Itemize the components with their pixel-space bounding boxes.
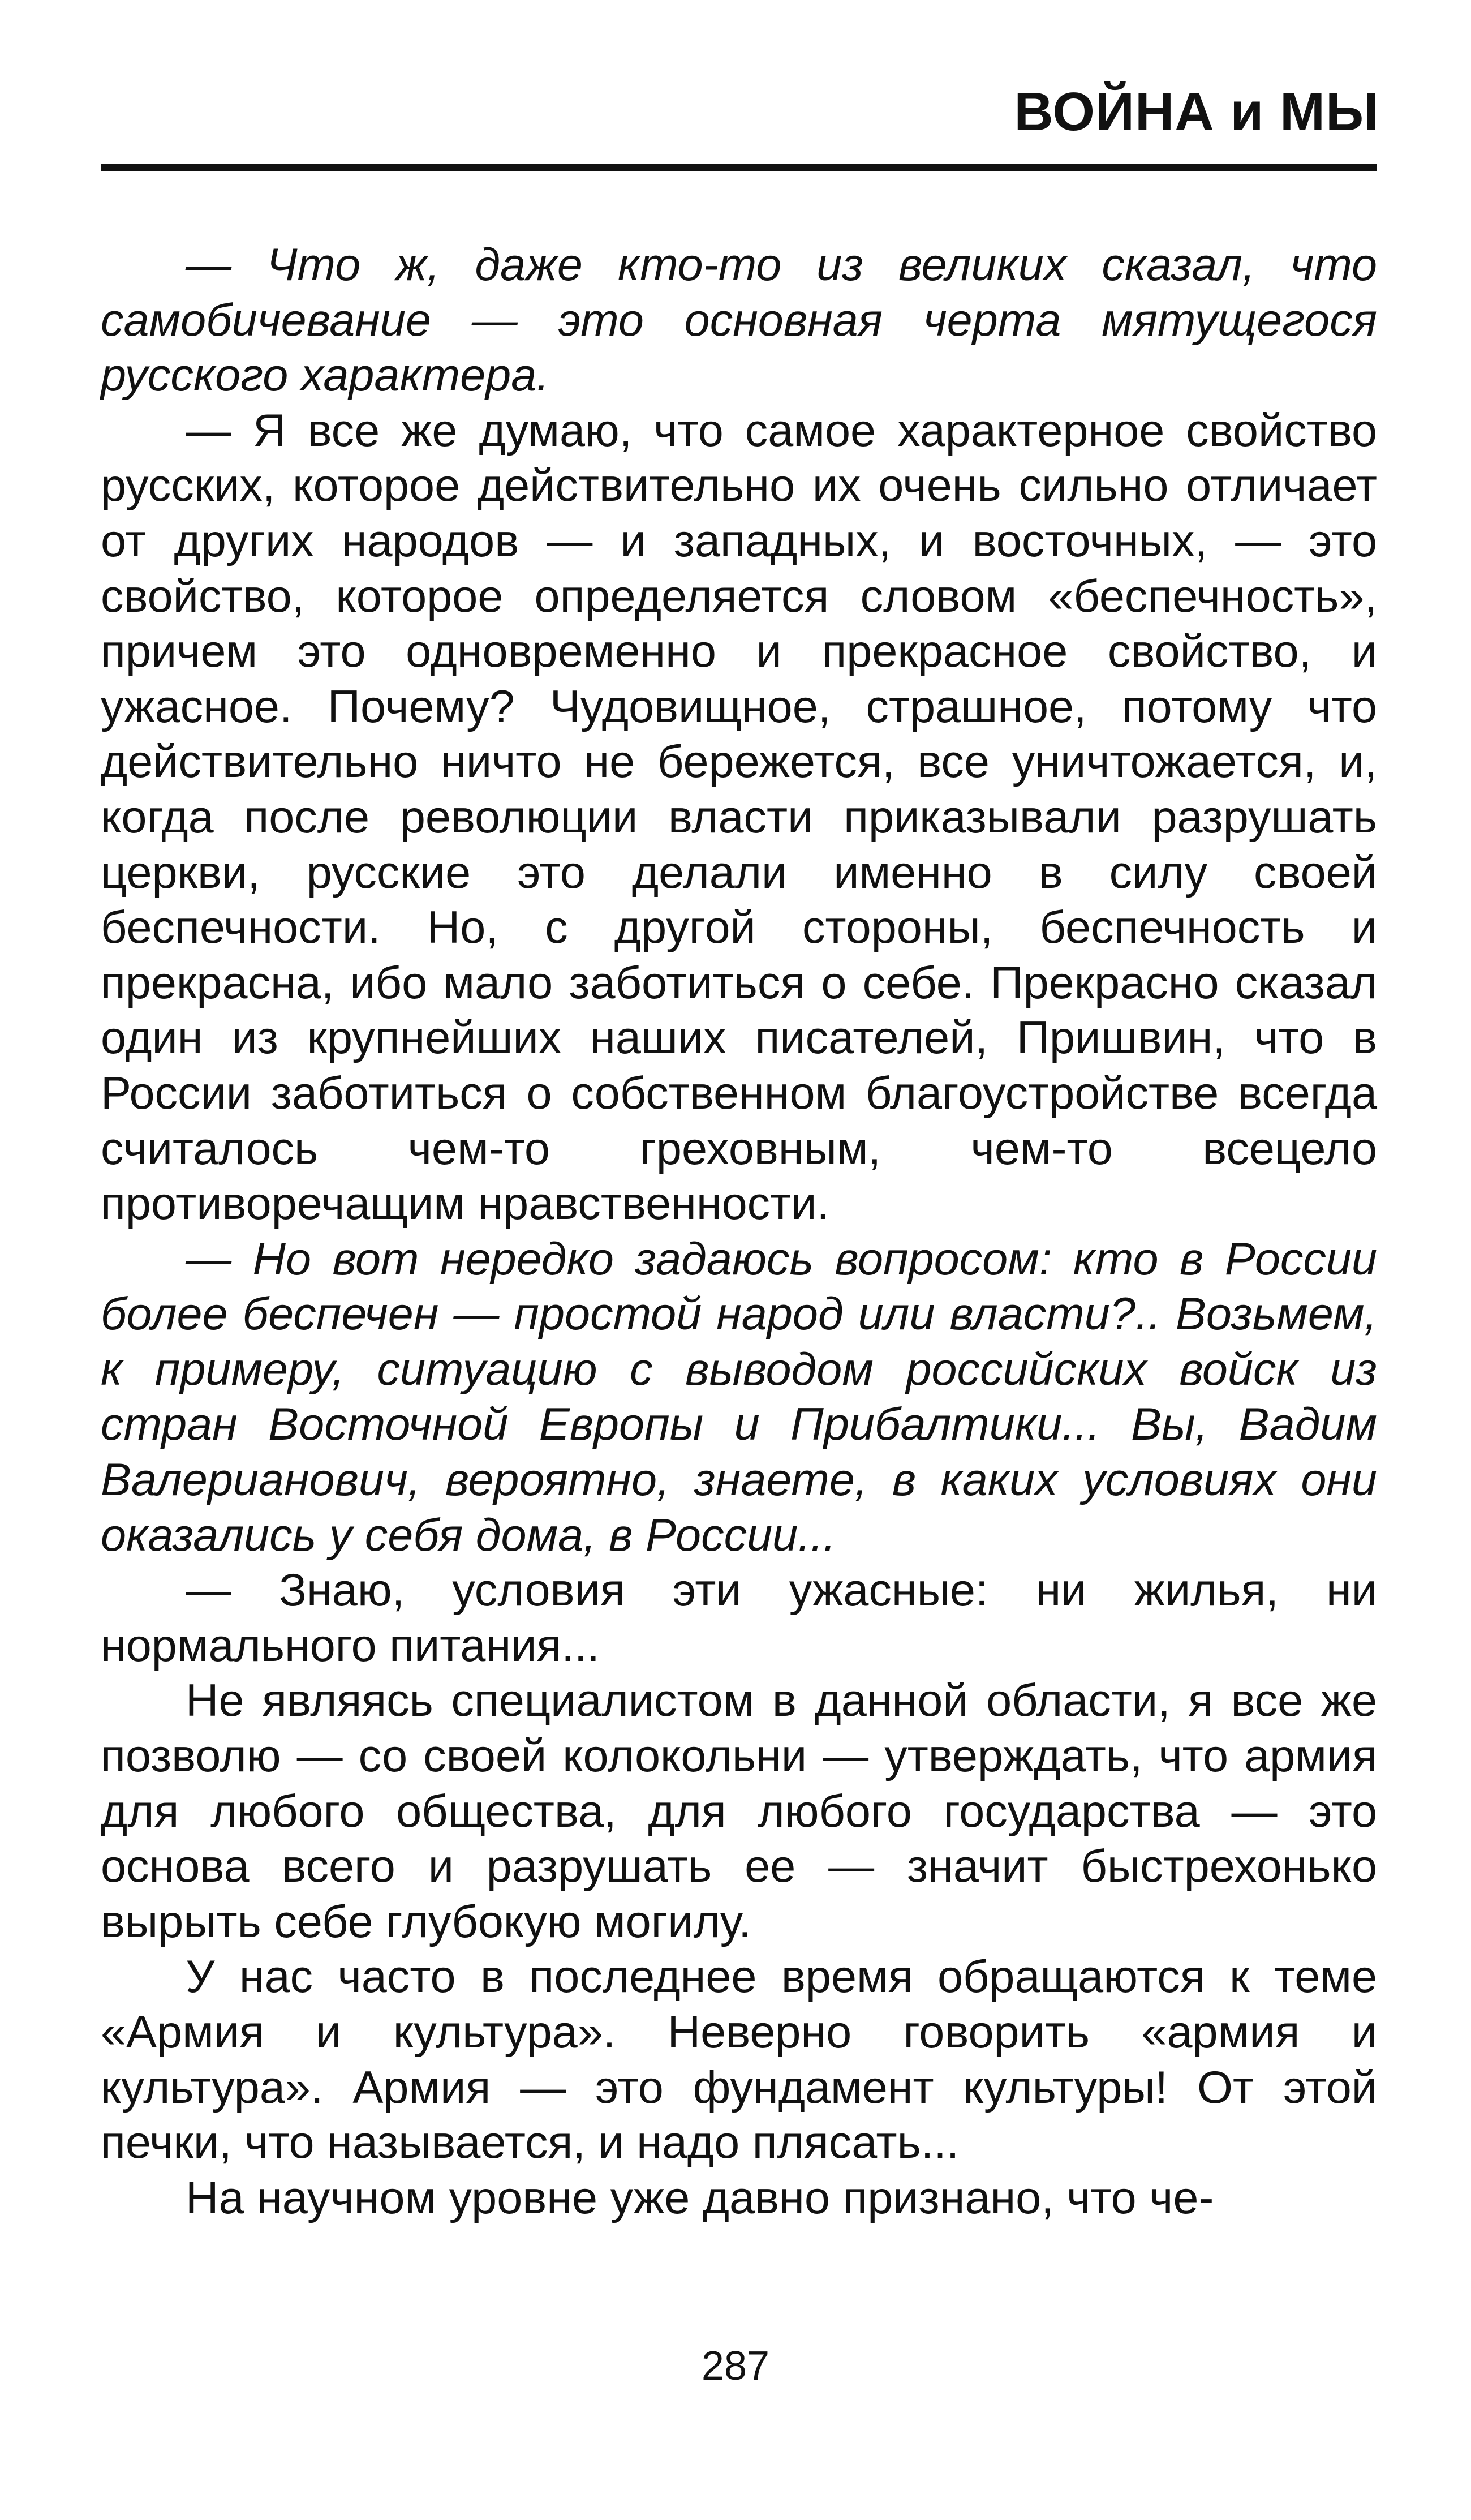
paragraph-answer-1: — Я все же думаю, что самое характерное свойство русских, которое действительно их очень сильно отличает от других народов — и западных, и восточных, — это свойство, которое определяется словом «беспечность», причем это одновременно и прекрасное свойство, и ужасное. Почему? Чудовищное, страшное, потому что действительно ничто не бережется, все уничтожается, и, когда после революции власти приказывали разрушать церкви, русские это делали именно в силу своей беспечности. Но, с другой стороны, беспечность и прекрасна, ибо мало заботиться о себе. Прекрасно сказал один из крупнейших наших писателей, Пришвин, что в России заботиться о собственном благоустройстве всегда считалось чем-то греховным, чем-то всецело противоречащим нравственности. <box>101 405 1377 1230</box>
paragraph-question-1: — Что ж, даже кто-то из великих сказал, что самобичевание — это основная черта мятущегося русского характера. <box>101 239 1377 401</box>
paragraph-body-1: Не являясь специалистом в данной области, я все же позволю — со своей колокольни — утверждать, что армия для любого общества, для любого государства — это основа всего и разрушать ее — значит быстрехонько вырыть себе глубокую могилу. <box>101 1675 1377 1947</box>
paragraph-body-3: На научном уровне уже давно признано, что че- <box>186 2172 1214 2223</box>
paragraph-question-2: — Но вот нередко задаюсь вопросом: кто в России более беспечен — простой народ или власти?.. Возьмем, к примеру, ситуацию с выводом российских войск из стран Восточной Европы и Прибалтики... Вы, Вадим Валерианович, вероятно, знаете, в каких условиях они оказались у себя дома, в России... <box>101 1233 1377 1561</box>
paragraph-body-2: У нас часто в последнее время обращаются к теме «Армия и культура». Неверно говорить «армия и культура». Армия — это фундамент культуры! От этой печки, что называется, и надо плясать... <box>101 1951 1377 2169</box>
header-rule <box>101 164 1377 171</box>
page-number: 287 <box>701 2343 770 2389</box>
body-text <box>101 238 1377 2226</box>
running-head: ВОЙНА и МЫ <box>1014 81 1379 142</box>
paragraph-answer-2: — Знаю, условия эти ужасные: ни жилья, ни нормального питания... <box>101 1565 1377 1671</box>
